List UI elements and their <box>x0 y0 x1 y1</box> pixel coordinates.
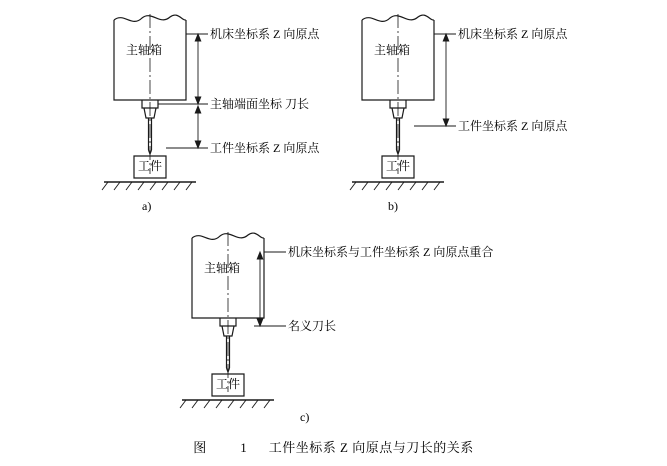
part-c-spindle-box-label: 主轴箱 <box>204 261 241 275</box>
arrow-up-1 <box>443 34 449 41</box>
table-hatch <box>410 182 416 190</box>
table-hatch <box>216 400 222 408</box>
figure-caption-number: 1 <box>240 440 248 455</box>
part-c-workpiece-label: 工件 <box>216 377 241 391</box>
part-b-annotation-workpiece-origin: 工件坐标系 Z 向原点 <box>458 119 568 133</box>
figure-part-c <box>168 226 508 416</box>
part-a-sub-caption: a) <box>142 199 152 213</box>
part-b-annotation-machine-origin: 机床坐标系 Z 向原点 <box>458 27 568 41</box>
table-hatch <box>264 400 270 408</box>
table-hatch <box>162 182 168 190</box>
part-b-workpiece-label: 工件 <box>386 159 411 173</box>
table-hatch <box>138 182 144 190</box>
table-hatch <box>362 182 368 190</box>
part-a-workpiece-label: 工件 <box>138 159 163 173</box>
part-b-spindle-box-label: 主轴箱 <box>374 43 411 57</box>
figure-caption <box>0 437 667 456</box>
figure-part-a <box>90 8 380 198</box>
table-hatch <box>192 400 198 408</box>
arrow-down-1 <box>195 97 201 104</box>
part-a-annotation-machine-origin: 机床坐标系 Z 向原点 <box>210 27 320 41</box>
table-hatch <box>114 182 120 190</box>
figure-caption-text: 工件坐标系 Z 向原点与刀长的关系 <box>268 440 474 455</box>
table-hatch <box>398 182 404 190</box>
table-hatch <box>228 400 234 408</box>
part-a-annotation-workpiece-origin: 工件坐标系 Z 向原点 <box>210 141 320 155</box>
table-hatch <box>386 182 392 190</box>
table-hatch <box>434 182 440 190</box>
arrow-up-2 <box>195 106 201 113</box>
table-hatch <box>150 182 156 190</box>
part-c-annotation-coincident-origin: 机床坐标系与工件坐标系 Z 向原点重合 <box>288 245 494 259</box>
table-hatch <box>102 182 108 190</box>
part-c-sub-caption: c) <box>300 410 310 424</box>
arrow-up-1 <box>195 34 201 41</box>
table-hatch <box>204 400 210 408</box>
table-hatch <box>350 182 356 190</box>
table-hatch <box>174 182 180 190</box>
part-b-sub-caption: b) <box>388 199 398 213</box>
part-a-spindle-box-label: 主轴箱 <box>126 43 163 57</box>
table-hatch <box>126 182 132 190</box>
table-hatch <box>180 400 186 408</box>
table-hatch <box>422 182 428 190</box>
table-hatch <box>240 400 246 408</box>
table-hatch <box>252 400 258 408</box>
arrow-up-1 <box>257 252 263 259</box>
figure-part-b <box>338 8 638 198</box>
part-c-annotation-nominal-tool-length: 名义刀长 <box>288 319 337 333</box>
arrow-down-2 <box>195 141 201 148</box>
table-hatch <box>374 182 380 190</box>
arrow-down-1 <box>257 319 263 326</box>
figure-caption-prefix: 图 <box>193 440 207 455</box>
table-hatch <box>186 182 192 190</box>
arrow-down-1 <box>443 119 449 126</box>
part-a-annotation-spindle-face-toollength: 主轴端面坐标 刀长 <box>210 97 310 111</box>
